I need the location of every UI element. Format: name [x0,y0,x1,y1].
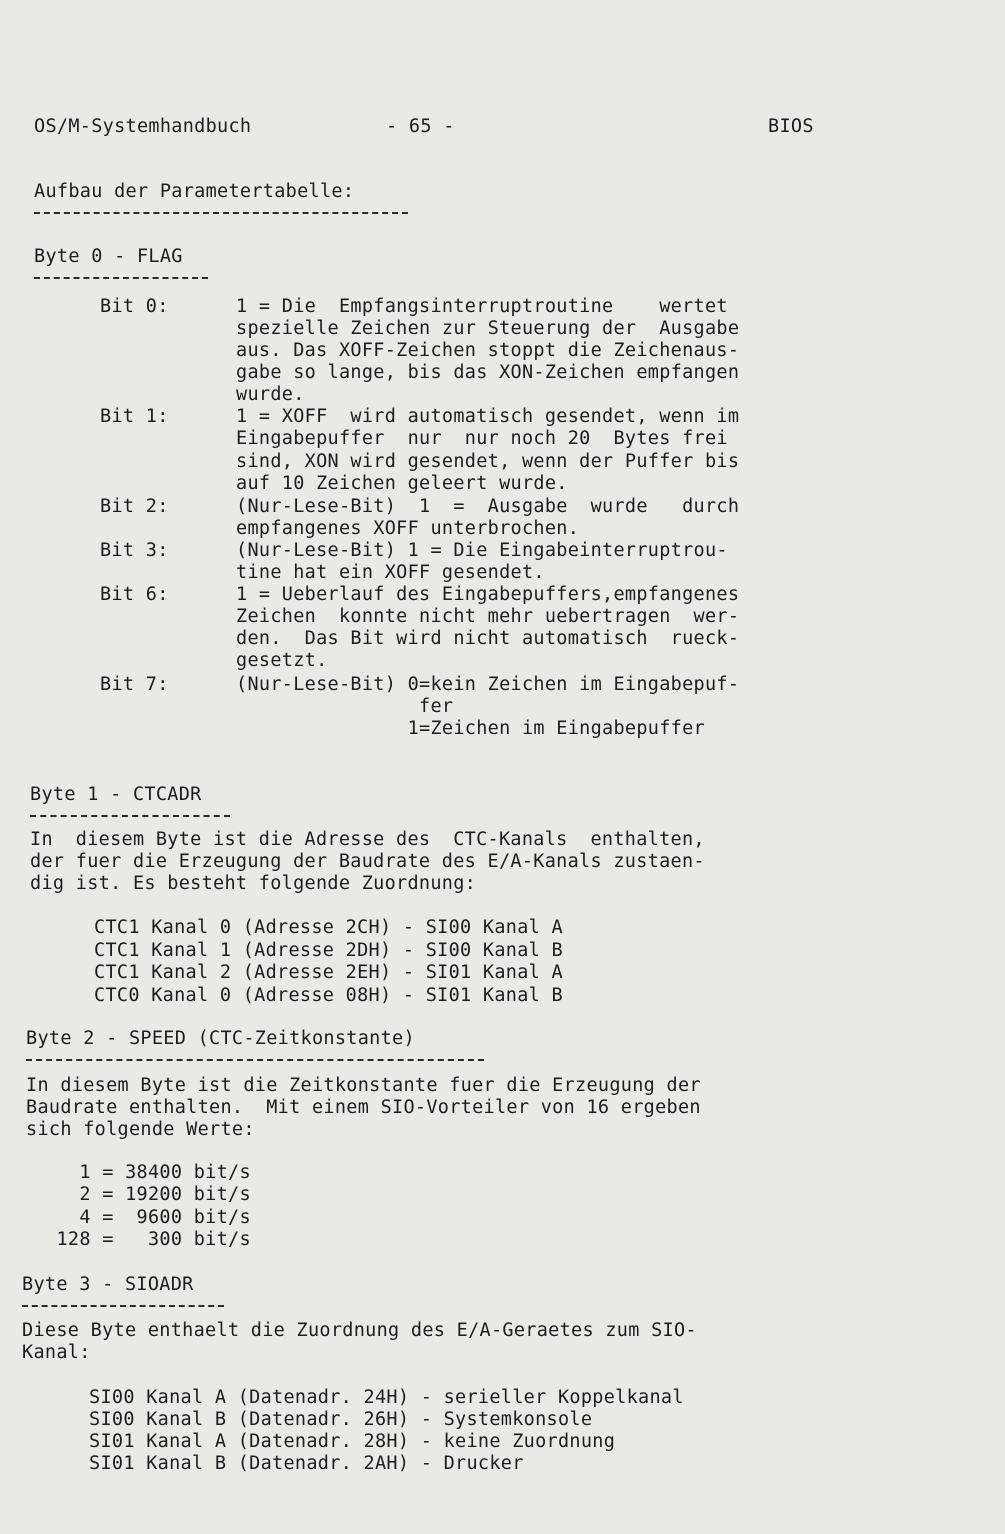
baud-row: 1 = 38400 bit/s [45,1162,251,1183]
bit-label: Bit 6: [100,584,169,605]
bit-desc-line: 1 = Ueberlauf des Eingabepuffers,empfangenes [236,584,740,605]
byte3-underline [22,1305,224,1307]
bit-desc-line: auf 10 Zeichen geleert wurde. [236,473,568,494]
bit-desc-line: Zeichen konnte nicht mehr uebertragen wer- [236,606,740,627]
bit-label: Bit 7: [100,674,169,695]
page-number: - 65 - [386,116,455,137]
paragraph-line: Diese Byte enthaelt die Zuordnung des E/A-Geraetes zum SIO- [22,1320,697,1341]
bit-desc-line: sind, XON wird gesendet, wenn der Puffer bis [236,451,740,472]
byte0-heading: Byte 0 - FLAG [34,246,183,267]
byte2-underline [26,1059,484,1061]
byte1-underline [30,815,230,817]
mapping-row: CTC1 Kanal 0 (Adresse 2CH) - SI00 Kanal A [94,917,563,938]
bit-desc-line: spezielle Zeichen zur Steuerung der Ausgabe [236,318,740,339]
bit-desc-line: gabe so lange, bis das XON-Zeichen empfangen [236,362,740,383]
bit-label: Bit 2: [100,496,169,517]
bit-label: Bit 1: [100,406,169,427]
bit-desc-line: fer [236,696,454,717]
mapping-row: CTC0 Kanal 0 (Adresse 08H) - SI01 Kanal B [94,985,563,1006]
baud-row: 4 = 9600 bit/s [45,1207,251,1228]
bit-desc-line: gesetzt. [236,650,328,671]
bit-label: Bit 0: [100,296,169,317]
bit-desc-line: wurde. [236,384,305,405]
byte0-underline [34,277,208,279]
paragraph-line: der fuer die Erzeugung der Baudrate des E/A-Kanals zustaen- [30,851,705,872]
mapping-row: SI00 Kanal A (Datenadr. 24H) - serieller Koppelkanal [89,1387,684,1408]
section-title: Aufbau der Parametertabelle: [34,181,355,202]
byte3-heading: Byte 3 - SIOADR [22,1274,194,1295]
baud-row: 128 = 300 bit/s [45,1229,251,1250]
mapping-row: SI01 Kanal A (Datenadr. 28H) - keine Zuordnung [89,1431,616,1452]
mapping-row: SI01 Kanal B (Datenadr. 2AH) - Drucker [89,1453,524,1474]
header-right: BIOS [768,116,814,137]
baud-row: 2 = 19200 bit/s [45,1184,251,1205]
mapping-row: SI00 Kanal B (Datenadr. 26H) - Systemkonsole [89,1409,593,1430]
bit-desc-line: 1=Zeichen im Eingabepuffer [236,718,705,739]
header-left: OS/M-Systemhandbuch [34,116,252,137]
bit-desc-line: tine hat ein XOFF gesendet. [236,562,545,583]
paragraph-line: Kanal: [22,1342,91,1363]
paragraph-line: In diesem Byte ist die Adresse des CTC-Kanals enthalten, [30,829,705,850]
byte1-heading: Byte 1 - CTCADR [30,784,202,805]
mapping-row: CTC1 Kanal 1 (Adresse 2DH) - SI00 Kanal B [94,940,563,961]
bit-desc-line: (Nur-Lese-Bit) 0=kein Zeichen im Eingabepuf- [236,674,740,695]
bit-desc-line: (Nur-Lese-Bit) 1 = Die Eingabeinterruptrou- [236,540,728,561]
bit-desc-line: den. Das Bit wird nicht automatisch rueck- [236,628,740,649]
bit-desc-line: 1 = Die Empfangsinterruptroutine wertet [236,296,728,317]
bit-label: Bit 3: [100,540,169,561]
paragraph-line: sich folgende Werte: [26,1119,255,1140]
byte2-heading: Byte 2 - SPEED (CTC-Zeitkonstante) [26,1028,415,1049]
paragraph-line: dig ist. Es besteht folgende Zuordnung: [30,873,477,894]
bit-desc-line: Eingabepuffer nur nur noch 20 Bytes frei [236,428,728,449]
mapping-row: CTC1 Kanal 2 (Adresse 2EH) - SI01 Kanal A [94,962,563,983]
bit-desc-line: (Nur-Lese-Bit) 1 = Ausgabe wurde durch [236,496,740,517]
title-underline [34,212,408,214]
bit-desc-line: aus. Das XOFF-Zeichen stoppt die Zeichenaus- [236,340,740,361]
paragraph-line: In diesem Byte ist die Zeitkonstante fuer die Erzeugung der [26,1075,701,1096]
paragraph-line: Baudrate enthalten. Mit einem SIO-Vorteiler von 16 ergeben [26,1097,701,1118]
bit-desc-line: 1 = XOFF wird automatisch gesendet, wenn im [236,406,740,427]
bit-desc-line: empfangenes XOFF unterbrochen. [236,518,580,539]
